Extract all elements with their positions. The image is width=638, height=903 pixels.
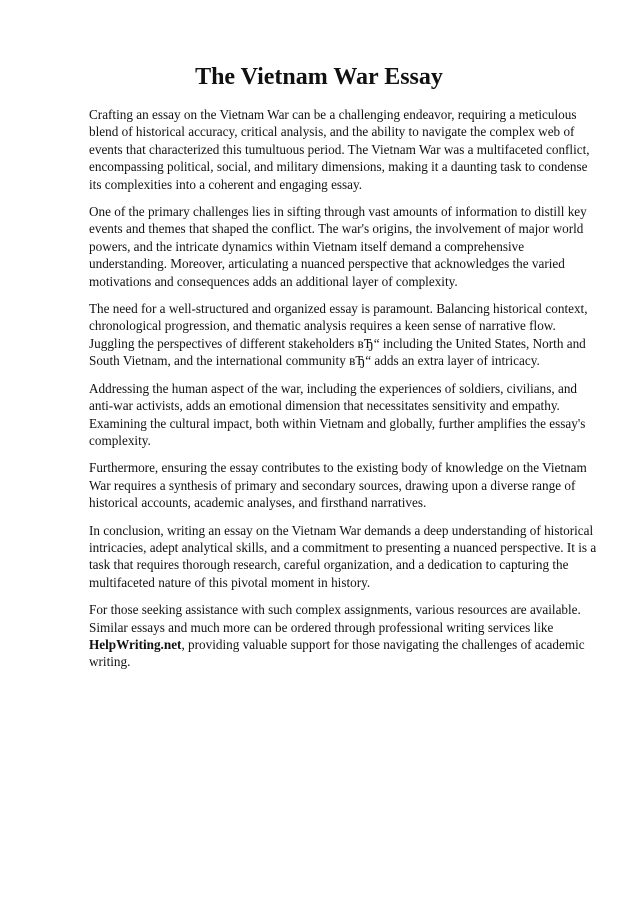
paragraph-conclusion: In conclusion, writing an essay on the Vietnam War demands a deep understanding of historical intricacies, adept analytical skills, and a commitment to presenting a nuanced perspective. It is a task that requires thorough research, careful organization, and a dedication to capturing the multifaceted nature of this pivotal moment in history. <box>89 522 597 590</box>
paragraph-challenges: One of the primary challenges lies in sifting through vast amounts of information to distill key events and themes that shaped the conflict. The war's origins, the involvement of major world powers, and the intricate dynamics within Vietnam itself demand a comprehensive understanding. Moreover, articulating a nuanced perspective that acknowledges the varied motivations and consequences adds an additional layer of complexity. <box>89 204 587 289</box>
paragraph-sources: Furthermore, ensuring the essay contributes to the existing body of knowledge on the Vietnam War requires a synthesis of primary and secondary sources, drawing upon a diverse range of historical accounts, academic analyses, and firsthand narratives. <box>89 460 587 511</box>
page-title: The Vietnam War Essay <box>195 64 443 90</box>
paragraph-closing <box>89 601 599 671</box>
document-body <box>89 106 599 681</box>
brand-link[interactable]: HelpWriting.net <box>89 636 182 652</box>
closing-text-before: For those seeking assistance with such complex assignments, various resources are available. Similar essays and much more can be ordered through professional writing services like <box>89 602 581 635</box>
paragraph-structure: The need for a well-structured and organized essay is paramount. Balancing historical context, chronological progression, and thematic analysis requires a keen sense of narrative flow. Juggling the perspectives of different stakeholders вЂ“ including the United States, North and South Vietnam, and the international community вЂ“ adds an extra layer of intricacy. <box>89 301 588 369</box>
closing-text-after: , providing valuable support for those navigating the challenges of academic writing. <box>89 636 585 670</box>
paragraph-intro: Crafting an essay on the Vietnam War can be a challenging endeavor, requiring a meticulous blend of historical accuracy, critical analysis, and the ability to navigate the complex web of events that characterized this tumultuous period. The Vietnam War was a multifaceted conflict, encompassing political, social, and military dimensions, making it a daunting task to condense its complexities into a coherent and engaging essay. <box>89 107 590 192</box>
paragraph-human-aspect: Addressing the human aspect of the war, including the experiences of soldiers, civilians, and anti-war activists, adds an emotional dimension that necessitates sensitivity and empathy. Examining the cultural impact, both within Vietnam and globally, further amplifies the essay's complexity. <box>89 380 586 448</box>
